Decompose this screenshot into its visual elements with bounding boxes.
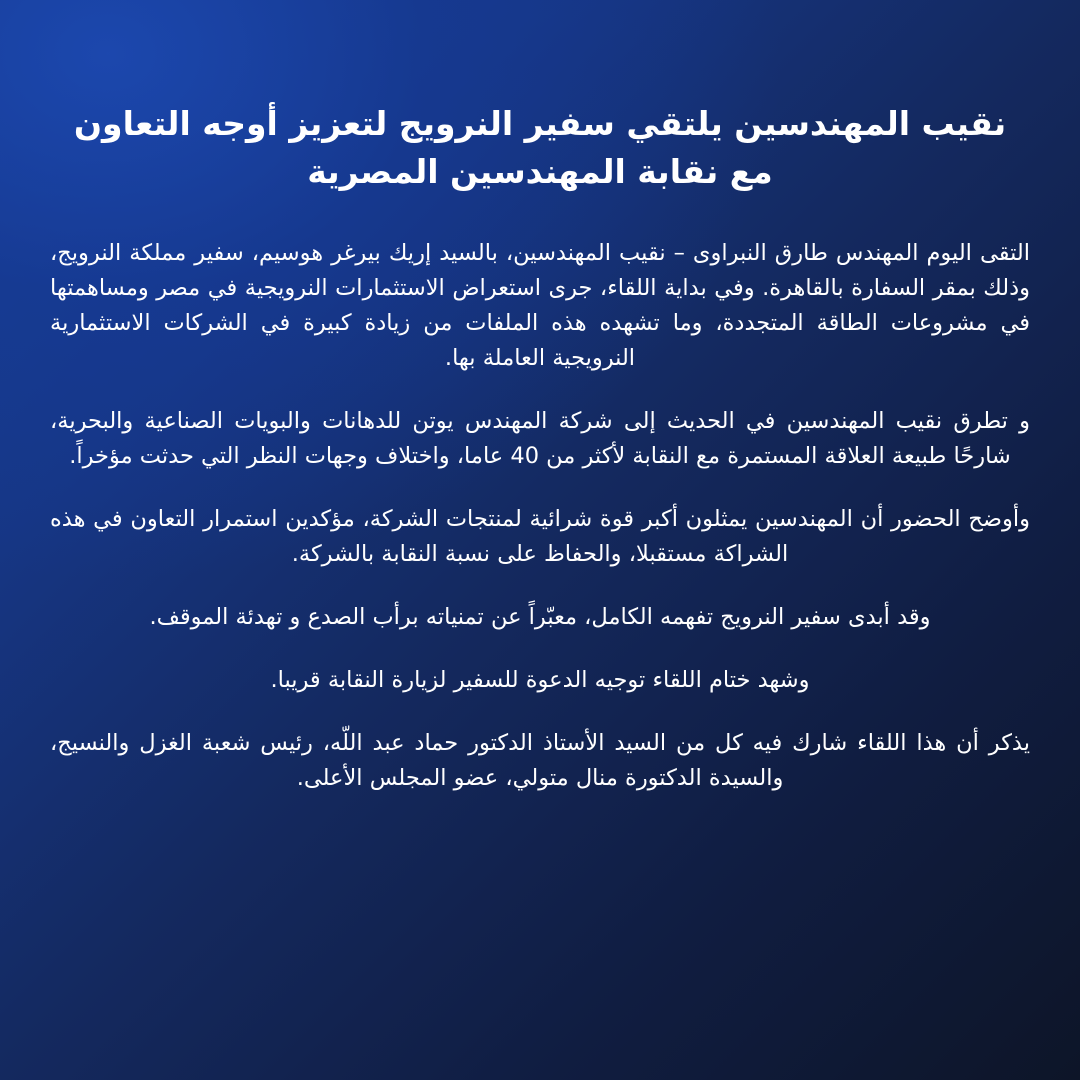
paragraph-meeting-intro: التقى اليوم المهندس طارق النبراوى – نقيب المهندسين، بالسيد إريك بيرغر هوسيم، سفير مملكة النرويج، وذلك بمقر السفارة بالقاهرة. وفي بداية اللقاء، جرى استعراض الاستثمارات النرويجية في مصر ومساهمتها في مشروعات الطاقة المتجددة، وما تشهده هذه الملفات من زيادة كبيرة في الشركات الاستثمارية النرويجية العاملة بها.	[50, 240, 1030, 371]
paragraph-ambassador-response: وقد أبدى سفير النرويج تفهمه الكامل، معبّراً عن تمنياته برأب الصدع و تهدئة الموقف.	[149, 604, 931, 630]
paragraph-attendees: يذكر أن هذا اللقاء شارك فيه كل من السيد الأستاذ الدكتور حماد عبد اللّه، رئيس شعبة الغزل والنسيج، والسيدة الدكتورة منال متولي، عضو المجلس الأعلى.	[50, 730, 1030, 791]
paragraph-purchasing-power: وأوضح الحضور أن المهندسين يمثلون أكبر قوة شرائية لمنتجات الشركة، مؤكدين استمرار التعاون في هذه الشراكة مستقبلا، والحفاظ على نسبة النقابة بالشركة.	[50, 506, 1030, 567]
paragraph-jotun-company: و تطرق نقيب المهندسين في الحديث إلى شركة المهندس يوتن للدهانات والبويات الصناعية والبحرية، شارحًا طبيعة العلاقة المستمرة مع النقابة لأكثر من 40 عاما، واختلاف وجهات النظر التي حدثت مؤخراً.	[50, 408, 1030, 469]
news-post	[50, 100, 1030, 824]
headline: نقيب المهندسين يلتقي سفير النرويج لتعزيز أوجه التعاون مع نقابة المهندسين المصرية	[73, 104, 1007, 191]
paragraph-invitation: وشهد ختام اللقاء توجيه الدعوة للسفير لزيارة النقابة قريبا.	[270, 667, 810, 693]
